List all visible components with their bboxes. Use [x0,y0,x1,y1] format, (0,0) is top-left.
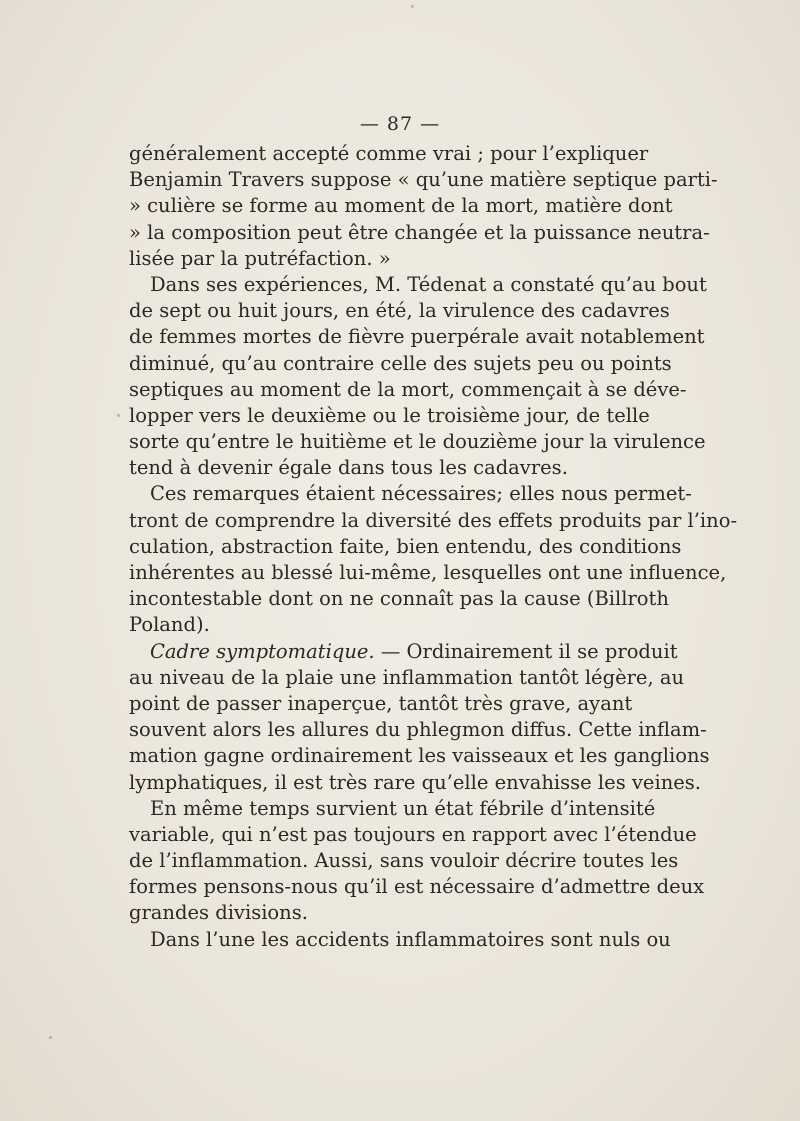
text-line: lopper vers le deuxième ou le troisième jour, de telle [129,403,650,427]
text-line: septiques au moment de la mort, commençait à se déve- [129,377,687,401]
text-line: En même temps survient un état fébrile d’intensité [150,796,656,820]
text-line: tend à devenir égale dans tous les cadavres. [129,456,568,480]
text-line: généralement accepté comme vrai ; pour l’expliquer [129,142,649,165]
text-line: souvent alors les allures du phlegmon diffus. Cette inflam- [129,718,707,742]
text-line: culation, abstraction faite, bien entendu, des conditions [129,534,682,558]
text-line: mation gagne ordinairement les vaisseaux et les ganglions [129,744,710,768]
text-line: » culière se forme au moment de la mort, matière dont [129,194,673,218]
section-heading-line [129,639,678,665]
text-line: grandes divisions. [129,901,308,925]
text-block-1 [129,141,738,639]
text-line: lymphatiques, il est très rare qu’elle envahisse les veines. [129,770,701,794]
text-line: Ces remarques étaient nécessaires; elles nous permet- [150,482,692,506]
page-number: — 87 — [359,113,441,135]
paper-speck [117,414,120,417]
text-line: tront de comprendre la diversité des effets produits par l’ino- [129,508,738,532]
text-line: de l’inflammation. Aussi, sans vouloir décrire toutes les [129,849,679,873]
body-text [129,141,738,953]
text-line: diminué, qu’au contraire celle des sujets peu ou points [129,351,672,375]
paper-speck [49,1036,52,1039]
paper-speck [411,5,414,8]
text-line: de sept ou huit jours, en été, la virulence des cadavres [129,299,670,323]
text-line: inhérentes au blessé lui-même, lesquelles ont une influence, [129,561,727,584]
text-line: variable, qui n’est pas toujours en rapport avec l’étendue [129,822,697,846]
text-block-2 [129,665,710,953]
text-line: Dans l’une les accidents inflammatoires sont nuls ou [150,927,671,951]
text-line: lisée par la putréfaction. » [129,246,391,270]
text-line: sorte qu’entre le huitième et le douzième jour la virulence [129,430,706,454]
text-line: » la composition peut être changée et la puissance neutra- [129,220,710,244]
section-heading: Cadre symptomatique. [150,639,375,663]
text-line: au niveau de la plaie une inflammation tantôt légère, au [129,665,685,689]
text-line: incontestable dont on ne connaît pas la cause (Billroth [129,587,669,611]
text-line: Poland). [129,613,210,637]
text-line: Dans ses expériences, M. Tédenat a constaté qu’au bout [150,272,707,296]
text-line: Benjamin Travers suppose « qu’une matière septique parti- [129,168,718,192]
text-line: de femmes mortes de fièvre puerpérale avait notablement [129,325,705,349]
section-heading-continuation: — Ordinairement il se produit [374,639,678,663]
text-line: point de passer inaperçue, tantôt très grave, ayant [129,691,633,715]
text-line: formes pensons-nous qu’il est nécessaire d’admettre deux [129,875,705,899]
